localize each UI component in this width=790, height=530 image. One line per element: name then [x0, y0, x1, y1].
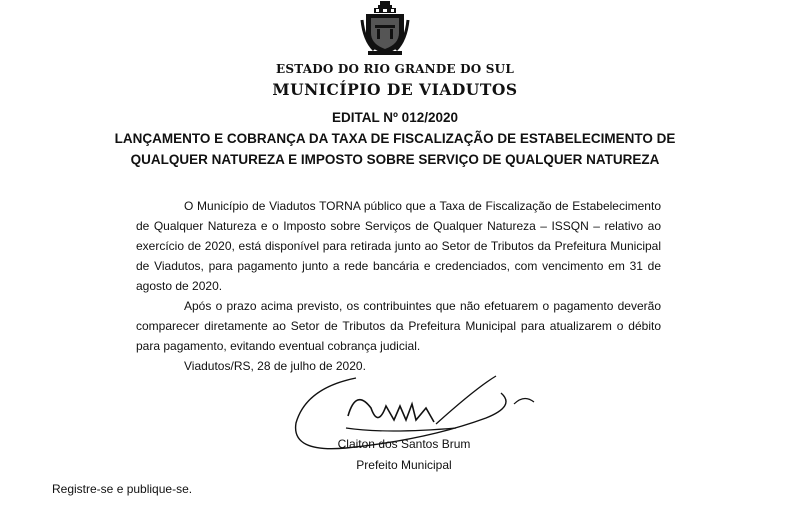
state-name: ESTADO DO RIO GRANDE DO SUL	[276, 62, 514, 76]
municipality-name: MUNICÍPIO DE VIADUTOS	[272, 80, 518, 99]
paragraph-1: O Município de Viadutos TORNA público que a Taxa de Fiscalização de Estabelecimento de Qualquer Natureza e o Imposto sobre Serviços de Qualquer Natureza – ISSQN – relativo ao exercício de 2020, está disponível para retirada junto ao Setor de Tributos da Prefeitura Municipal de Viadutos, para pagamento junto a rede bancária e credenciados, com vencimento em 31 de agosto de 2020.	[136, 199, 661, 293]
edital-body	[136, 196, 661, 376]
place-and-date: Viadutos/RS, 28 de julho de 2020.	[184, 359, 366, 373]
paragraph-2: Após o prazo acima previsto, os contribuintes que não efetuarem o pagamento deverão comparecer diretamente ao Setor de Tributos da Prefeitura Municipal para atualizarem o débito para pagamento, evitando eventual cobrança judicial.	[136, 299, 661, 353]
signer-title: Prefeito Municipal	[356, 458, 452, 472]
signer-block	[0, 434, 790, 476]
edital-number: EDITAL Nº 012/2020	[332, 110, 458, 125]
subject-line-1: LANÇAMENTO E COBRANÇA DA TAXA DE FISCALIZAÇÃO DE ESTABELECIMENTO DE	[114, 131, 676, 146]
signer-name: Claiton dos Santos Brum	[337, 437, 471, 451]
subject-line-2: QUALQUER NATUREZA E IMPOSTO SOBRE SERVIÇO DE QUALQUER NATUREZA	[130, 152, 660, 167]
edital-subject	[80, 128, 710, 170]
coat-of-arms-icon	[360, 0, 410, 56]
register-note: Registre-se e publique-se.	[52, 482, 193, 496]
